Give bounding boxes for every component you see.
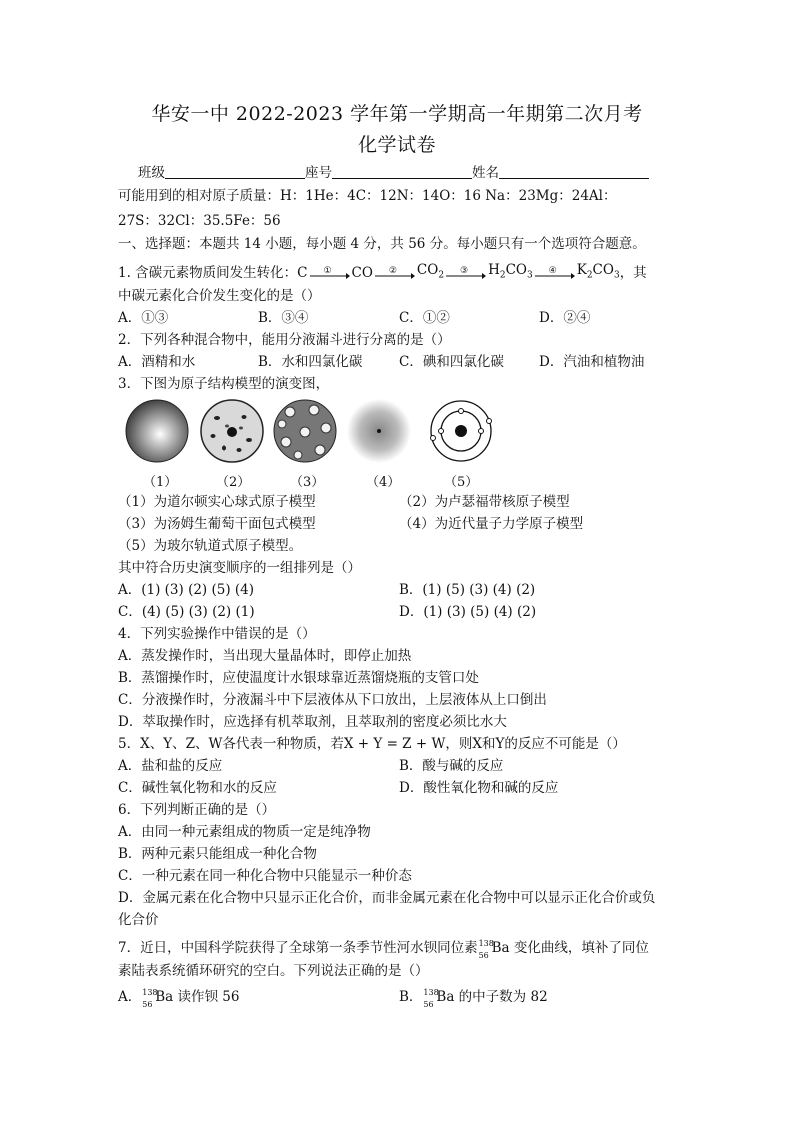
q1-option-b[interactable]: B．③④	[258, 310, 309, 326]
arrow-4	[535, 266, 575, 280]
q7-option-a-text: Ba 读作钡 56	[155, 989, 240, 1005]
q3-desc-1: （1）为道尔顿实心球式原子模型	[118, 494, 316, 510]
isotope-number: 56	[478, 951, 489, 960]
chem-k2co3: $K_2CO_3$	[576, 262, 620, 281]
q5-stem: 5．X、Y、Z、W各代表一种物质，若X + Y = Z + W，则X和Y的反应不可能是（）	[118, 736, 626, 752]
class-blank[interactable]	[165, 164, 305, 179]
q1-stem-suffix: ，其	[619, 264, 647, 281]
q7-option-a-isotope: 138 56	[142, 988, 158, 1009]
atomic-masses-line-1: 可能用到的相对原子质量：H：1He：4C：12N：14O：16 Na：23Mg：24Al：	[118, 188, 617, 204]
q4-option-c[interactable]: C．分液操作时，分液漏斗中下层液体从下口放出，上层液体从上口倒出	[118, 692, 547, 708]
q7-stem-b: Ba 变化曲线，填补了同位	[491, 940, 649, 956]
dalton-model-image	[124, 398, 190, 464]
caption-5: （5）	[444, 475, 479, 490]
quantum-model-image	[346, 398, 412, 464]
q7-stem-line2: 素陆表系统循环研究的空白。下列说法正确的是（）	[118, 963, 429, 979]
rutherford-model-image	[199, 398, 265, 464]
q5-option-c[interactable]: C．碱性氧化物和水的反应	[118, 780, 277, 796]
q7-stem-a: 7．近日，中国科学院获得了全球第一条季节性河水钡同位素	[118, 940, 478, 956]
exam-subtitle: 化学试卷	[357, 134, 436, 156]
q3-option-a[interactable]: A．(1) (3) (2) (5) (4)	[118, 582, 255, 598]
q3-question: 其中符合历史演变顺序的一组排列是（）	[118, 560, 361, 576]
exam-title: 华安一中 2022-2023 学年第一学期高一年期第二次月考	[151, 103, 643, 125]
caption-4: （4）	[366, 475, 401, 490]
chem-co2: $CO_2$	[416, 262, 445, 281]
q2-option-b[interactable]: B．水和四氯化碳	[258, 354, 363, 370]
q2-option-d[interactable]: D．汽油和植物油	[539, 354, 645, 370]
q3-desc-5: （5）为玻尔轨道式原子模型。	[118, 538, 303, 554]
caption-3: （3）	[290, 475, 325, 490]
q5-option-a[interactable]: A．盐和盐的反应	[118, 758, 223, 774]
q5-option-b[interactable]: B．酸与碱的反应	[399, 758, 504, 774]
chem-h2co3: $H_2CO_3$	[488, 262, 533, 281]
q4-option-a[interactable]: A．蒸发操作时，当出现大量晶体时，即停止加热	[118, 648, 412, 664]
q7-option-a-prefix: A．	[118, 989, 142, 1005]
arrow-2	[375, 266, 415, 280]
q7-option-b-prefix: B．	[399, 989, 423, 1005]
q6-option-d[interactable]: D．金属元素在化合物中只显示正化合价，而非金属元素在化合物中可以显示正化合价或负	[118, 890, 656, 906]
q7-option-b-text: Ba 的中子数为 82	[436, 989, 548, 1005]
q3-desc-3: （3）为汤姆生葡萄干面包式模型	[118, 516, 316, 532]
q3-stem: 3．下图为原子结构模型的演变图，	[118, 376, 330, 392]
q1-stem	[118, 261, 647, 285]
q2-stem: 2．下列各种混合物中，能用分液漏斗进行分离的是（）	[118, 332, 451, 348]
q7-option-a[interactable]	[118, 987, 240, 1009]
q1-stem-prefix: 1. 含碳元素物质间发生转化：	[118, 264, 298, 281]
arrow-2-label: ②	[388, 265, 397, 276]
q2-option-c[interactable]: C．碘和四氯化碳	[399, 354, 504, 370]
q3-option-b[interactable]: B．(1) (5) (3) (4) (2)	[399, 582, 536, 598]
q3-desc-2: （2）为卢瑟福带核原子模型	[399, 494, 570, 510]
q1-reaction-chain	[297, 261, 620, 285]
q7-stem	[118, 938, 649, 960]
q5-option-d[interactable]: D．酸性氧化物和碱的反应	[399, 780, 559, 796]
q3-desc-4: （4）为近代量子力学原子模型	[399, 516, 584, 532]
q1-option-a[interactable]: A．①③	[118, 310, 169, 326]
seat-label: 座号	[305, 165, 332, 181]
name-label: 姓名	[472, 165, 499, 181]
q6-option-b[interactable]: B．两种元素只能组成一种化合物	[118, 846, 317, 862]
q6-option-d-cont: 化合价	[118, 912, 159, 928]
name-blank[interactable]	[499, 164, 649, 179]
thomson-model-image	[272, 398, 338, 464]
isotope-mass: 138	[478, 939, 494, 948]
class-label: 班级	[138, 165, 165, 181]
q3-option-c[interactable]: C．(4) (5) (3) (2) (1)	[118, 604, 255, 620]
q4-stem: 4．下列实验操作中错误的是（）	[118, 626, 316, 642]
arrow-4-label: ④	[548, 265, 557, 276]
atomic-masses-line-2: 27S：32Cl：35.5Fe：56	[118, 213, 281, 229]
isotope-ba-138	[478, 938, 494, 960]
q4-option-b[interactable]: B．蒸馏操作时，应使温度计水银球靠近蒸馏烧瓶的支管口处	[118, 670, 479, 686]
q6-option-a[interactable]: A．由同一种元素组成的物质一定是纯净物	[118, 824, 371, 840]
chem-co: CO	[351, 264, 373, 281]
student-info-row	[138, 164, 649, 182]
arrow-1-label: ①	[323, 265, 332, 276]
arrow-1	[310, 266, 350, 280]
q6-stem: 6．下列判断正确的是（）	[118, 802, 276, 818]
arrow-3	[446, 266, 486, 280]
section1-heading: 一、选择题：本题共 14 小题，每小题 4 分，共 56 分。每小题只有一个选项符合题意。	[118, 236, 646, 252]
q7-option-b-isotope: 138 56	[423, 988, 439, 1009]
caption-1: （1）	[143, 475, 178, 490]
bohr-model-image	[427, 398, 495, 464]
seat-blank[interactable]	[332, 164, 472, 179]
q3-option-d[interactable]: D．(1) (3) (5) (4) (2)	[399, 604, 537, 620]
caption-2: （2）	[216, 475, 251, 490]
q1-option-c[interactable]: C．①②	[399, 310, 450, 326]
q2-option-a[interactable]: A．酒精和水	[118, 354, 196, 370]
q7-option-b[interactable]	[399, 987, 548, 1009]
arrow-3-label: ③	[460, 265, 469, 276]
q1-stem-line2: 中碳元素化合价发生变化的是（）	[118, 288, 321, 304]
chem-c: C	[297, 264, 308, 281]
q1-option-d[interactable]: D．②④	[539, 310, 591, 326]
q4-option-d[interactable]: D．萃取操作时，应选择有机萃取剂，且萃取剂的密度必须比水大	[118, 714, 507, 730]
q6-option-c[interactable]: C．一种元素在同一种化合物中只能显示一种价态	[118, 868, 412, 884]
